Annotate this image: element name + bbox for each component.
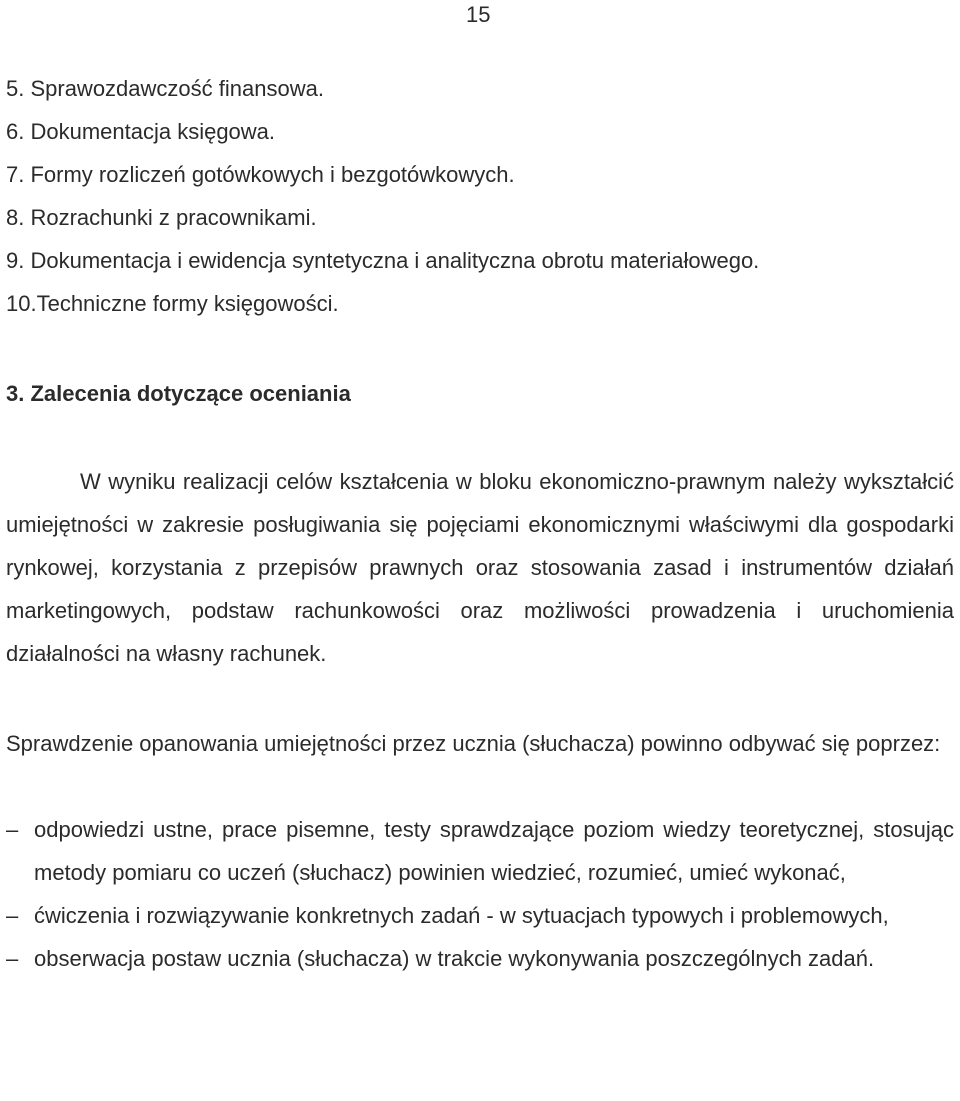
bullet-item [6, 937, 954, 980]
list-item: 8. Rozrachunki z pracownikami. [6, 205, 317, 230]
list-item: 10.Techniczne formy księgowości. [6, 291, 339, 316]
page-number: 15 [466, 2, 491, 27]
bullet-item [6, 808, 954, 894]
dash-marker: – [6, 817, 19, 842]
numbered-list [6, 67, 946, 325]
section-heading: 3. Zalecenia dotyczące oceniania [6, 381, 351, 406]
list-item: 6. Dokumentacja księgowa. [6, 119, 276, 144]
paragraph-assessment: Sprawdzenie opanowania umiejętności przez ucznia (słuchacza) powinno odbywać się poprzez: [6, 731, 941, 756]
bullet-text: obserwacja postaw ucznia (słuchacza) w trakcie wykonywania poszczególnych zadań. [34, 946, 875, 971]
list-item: 7. Formy rozliczeń gotówkowych i bezgotówkowych. [6, 162, 515, 187]
bullet-list [6, 808, 954, 980]
dash-marker: – [6, 946, 19, 971]
bullet-text: odpowiedzi ustne, prace pisemne, testy sprawdzające poziom wiedzy teoretycznej, stosując metody pomiaru co uczeń (słuchacz) powinien wiedzieć, rozumieć, umieć wykonać, [34, 817, 954, 885]
dash-marker: – [6, 903, 19, 928]
paragraph-intro: W wyniku realizacji celów kształcenia w bloku ekonomiczno-prawnym należy wykształcić umiejętności w zakresie posługiwania się pojęciami ekonomicznymi właściwymi dla gospodarki rynkowej, korzystania z przepisów prawnych oraz stosowania zasad i instrumentów działań marketingowych, podstaw rachunkowości oraz możliwości prowadzenia i uruchomienia działalności na własny rachunek. [6, 469, 954, 666]
list-item: 9. Dokumentacja i ewidencja syntetyczna i analityczna obrotu materiałowego. [6, 248, 760, 273]
list-item: 5. Sprawozdawczość finansowa. [6, 76, 324, 101]
bullet-item [6, 894, 954, 937]
bullet-text: ćwiczenia i rozwiązywanie konkretnych zadań - w sytuacjach typowych i problemowych, [34, 903, 889, 928]
